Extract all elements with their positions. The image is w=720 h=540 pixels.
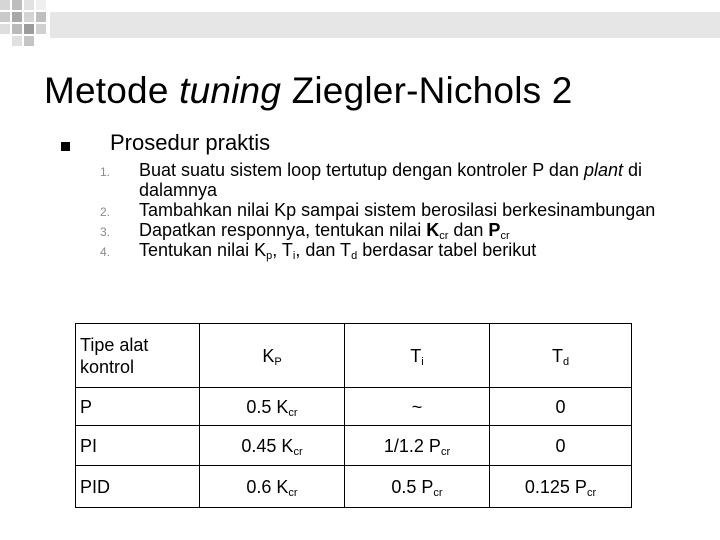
procedure-steps-list: [100, 160, 660, 260]
header-decoration: [0, 0, 720, 50]
table-cell: 0.5 $P_{cr}$: [345, 466, 490, 508]
step-number: 2.: [100, 205, 111, 219]
slide-title: Metode tuning Ziegler-Nichols 2: [44, 70, 573, 111]
table-cell: 1/1.2 $P_{cr}$: [345, 426, 490, 466]
table-cell: 0: [490, 426, 632, 466]
header-cell-kp: $K_P$: [200, 324, 345, 388]
step-text: Dapatkan responnya, tentukan nilai $K_{cr}$ dan $P_{cr}$: [139, 220, 510, 242]
table-row: [76, 426, 632, 466]
title-italic-word: tuning: [179, 70, 282, 111]
table-cell: PID: [76, 466, 200, 508]
step-item-2: [100, 200, 660, 220]
header-cell-td: $T_d$: [490, 324, 632, 388]
step-text: Tambahkan nilai Kp sampai sistem berosilasi berkesinambungan: [139, 200, 656, 220]
table-header-row: [76, 324, 632, 388]
step-item-1: [100, 160, 660, 200]
step-number: 3.: [100, 225, 111, 239]
step-item-3: [100, 220, 660, 240]
table-cell: 0.6 $K_{cr}$: [200, 466, 345, 508]
section-heading: Prosedur praktis: [110, 130, 271, 155]
bullet-square-icon: [61, 142, 70, 151]
table-cell: 0: [490, 388, 632, 426]
table-cell: P: [76, 388, 200, 426]
ziegler-nichols-table: [75, 323, 632, 508]
step-item-4: [100, 240, 660, 260]
table-row: [76, 466, 632, 508]
step-number: 4.: [100, 245, 111, 259]
table-cell: 0.45 $K_{cr}$: [200, 426, 345, 466]
table-cell: ~: [345, 388, 490, 426]
header-cell-ti: $T_i$: [345, 324, 490, 388]
step-number: 1.: [100, 165, 111, 179]
step-text: Tentukan nilai $K_p$, $T_i$, dan $T_d$ berdasar tabel berikut: [139, 240, 537, 262]
step-text: Buat suatu sistem loop tertutup dengan kontroler P dan plant di dalamnya: [139, 160, 643, 200]
table-cell: PI: [76, 426, 200, 466]
header-cell-controller-type: Tipe alat kontrol: [76, 324, 200, 388]
table-cell: 0.5 $K_{cr}$: [200, 388, 345, 426]
table-row: [76, 388, 632, 426]
table-cell: 0.125 $P_{cr}$: [490, 466, 632, 508]
